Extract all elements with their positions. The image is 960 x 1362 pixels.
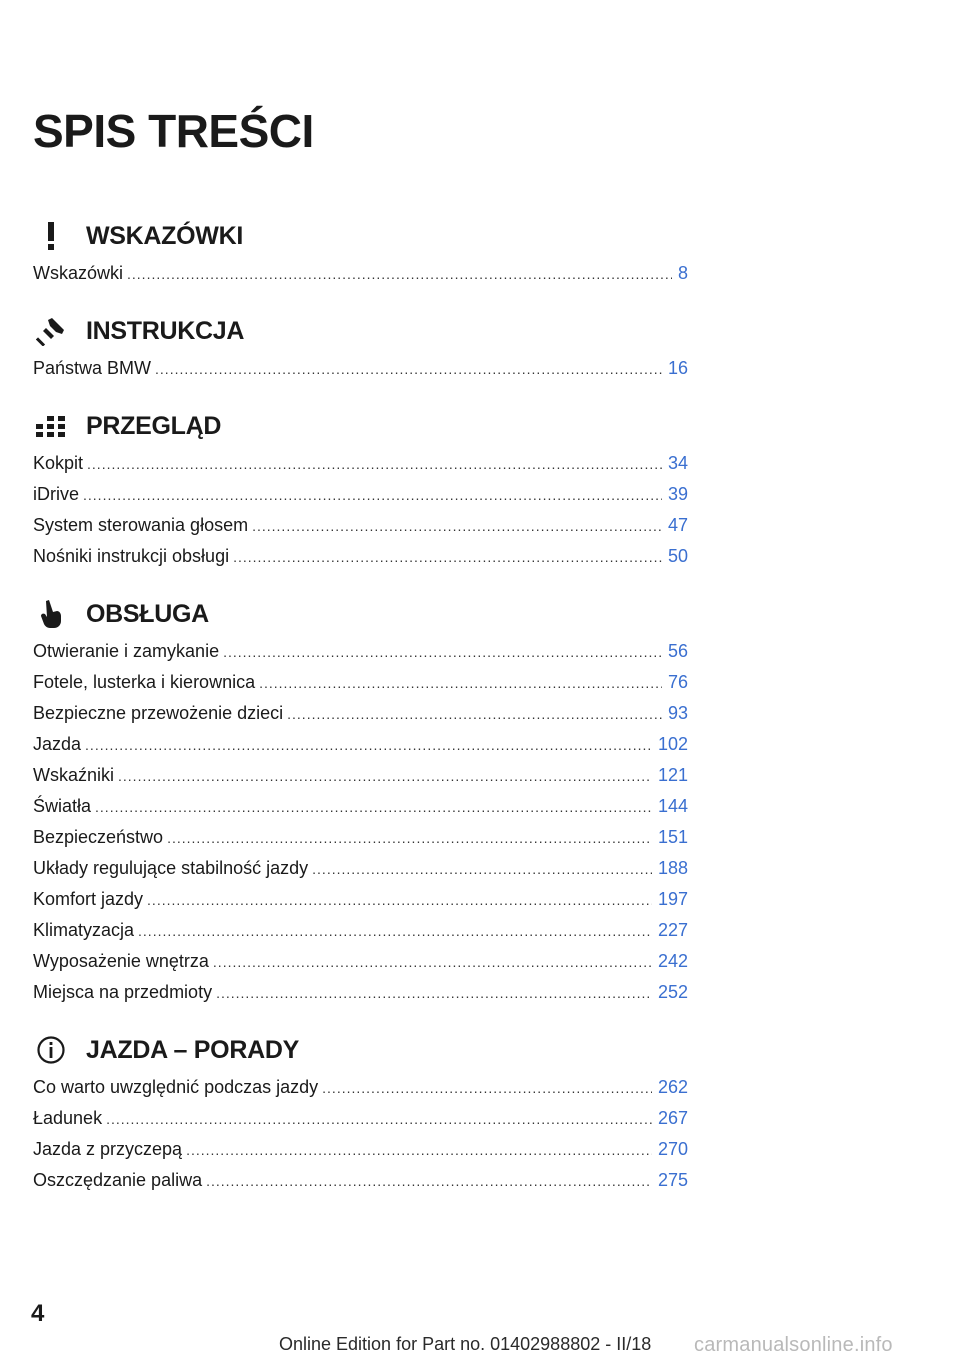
watermark: carmanualsonline.info — [694, 1334, 893, 1356]
table-of-contents — [33, 214, 688, 1216]
toc-page-link[interactable]: 47 — [667, 515, 688, 535]
toc-entry[interactable] — [33, 698, 688, 729]
dot-leader — [216, 978, 652, 1009]
toc-entry[interactable] — [33, 667, 688, 698]
toc-entry[interactable] — [33, 760, 688, 791]
toc-entry-title: Jazda — [33, 734, 82, 754]
toc-entry[interactable] — [33, 636, 688, 667]
toc-page-link[interactable]: 227 — [657, 920, 688, 940]
toc-entry-title: Otwieranie i zamykanie — [33, 641, 220, 661]
toc-entry[interactable] — [33, 915, 688, 946]
toc-entry-title: iDrive — [33, 484, 80, 504]
info-circle-icon — [33, 1035, 69, 1065]
dot-leader — [85, 730, 652, 761]
toc-page-link[interactable]: 76 — [667, 672, 688, 692]
toc-entry-title: Wskazówki — [33, 263, 124, 283]
toc-page-link[interactable]: 242 — [657, 951, 688, 971]
toc-entry-title: Państwa BMW — [33, 358, 152, 378]
toc-entry[interactable] — [33, 1072, 688, 1103]
section-heading-label: OBSŁUGA — [86, 599, 209, 628]
dot-leader — [87, 449, 662, 480]
dot-leader — [206, 1166, 652, 1197]
toc-entry-title: Bezpieczne przewożenie dzieci — [33, 703, 284, 723]
section-heading — [33, 592, 688, 636]
toc-entry-title: Nośniki instrukcji obsługi — [33, 546, 230, 566]
toc-page-link[interactable]: 262 — [657, 1077, 688, 1097]
dot-leader — [213, 947, 652, 978]
toc-entry-title: Co warto uwzględnić podczas jazdy — [33, 1077, 319, 1097]
toc-entry[interactable] — [33, 853, 688, 884]
toc-section — [33, 1028, 688, 1196]
section-heading — [33, 404, 688, 448]
toc-page-link[interactable]: 16 — [667, 358, 688, 378]
toc-page-link[interactable]: 93 — [667, 703, 688, 723]
toc-section — [33, 404, 688, 572]
toc-entry-title: System sterowania głosem — [33, 515, 249, 535]
toc-entry[interactable] — [33, 884, 688, 915]
page-title: SPIS TREŚCI — [33, 105, 314, 157]
toc-page-link[interactable]: 188 — [657, 858, 688, 878]
dot-leader — [138, 916, 652, 947]
section-heading-label: PRZEGLĄD — [86, 411, 222, 440]
toc-page-link[interactable]: 50 — [667, 546, 688, 566]
section-heading-label: INSTRUKCJA — [86, 316, 245, 345]
dot-leader — [127, 259, 672, 290]
dot-leader — [322, 1073, 652, 1104]
toc-entry[interactable] — [33, 258, 688, 289]
toc-page-link[interactable]: 270 — [657, 1139, 688, 1159]
toc-entry[interactable] — [33, 510, 688, 541]
hand-pointer-icon — [33, 599, 69, 629]
toc-entry[interactable] — [33, 729, 688, 760]
toc-entry-title: Fotele, lusterka i kierownica — [33, 672, 256, 692]
dot-leader — [223, 637, 662, 668]
toc-section — [33, 592, 688, 1008]
dot-leader — [233, 542, 662, 573]
exclamation-icon — [33, 221, 69, 251]
dot-leader — [259, 668, 662, 699]
toc-entry[interactable] — [33, 1134, 688, 1165]
dot-leader — [106, 1104, 652, 1135]
toc-entry-title: Wyposażenie wnętrza — [33, 951, 209, 971]
dot-leader — [312, 854, 652, 885]
toc-page-link[interactable]: 121 — [657, 765, 688, 785]
dot-leader — [83, 480, 662, 511]
toc-page-link[interactable]: 8 — [677, 263, 688, 283]
toc-page-link[interactable]: 56 — [667, 641, 688, 661]
toc-entry-title: Kokpit — [33, 453, 84, 473]
toc-page-link[interactable]: 151 — [657, 827, 688, 847]
toc-page-link[interactable]: 102 — [657, 734, 688, 754]
section-heading-label: WSKAZÓWKI — [86, 221, 243, 250]
toc-entry[interactable] — [33, 822, 688, 853]
toc-page-link[interactable]: 252 — [657, 982, 688, 1002]
toc-entry[interactable] — [33, 1103, 688, 1134]
toc-entry-title: Układy regulujące stabilność jazdy — [33, 858, 309, 878]
section-heading-label: JAZDA – PORADY — [86, 1035, 299, 1064]
toc-entry[interactable] — [33, 1165, 688, 1196]
pushpin-icon — [33, 316, 69, 346]
toc-page-link[interactable]: 34 — [667, 453, 688, 473]
toc-entry-title: Światła — [33, 796, 92, 816]
toc-page-link[interactable]: 197 — [657, 889, 688, 909]
grid-icon — [33, 411, 69, 441]
toc-entry[interactable] — [33, 541, 688, 572]
toc-entry-title: Ładunek — [33, 1108, 103, 1128]
dot-leader — [118, 761, 652, 792]
dot-leader — [287, 699, 662, 730]
toc-entry-title: Klimatyzacja — [33, 920, 135, 940]
toc-section — [33, 214, 688, 289]
page-number: 4 — [31, 1300, 45, 1327]
toc-entry[interactable] — [33, 977, 688, 1008]
dot-leader — [95, 792, 652, 823]
section-heading — [33, 1028, 688, 1072]
toc-entry-title: Jazda z przyczepą — [33, 1139, 183, 1159]
dot-leader — [147, 885, 652, 916]
toc-entry-title: Wskaźniki — [33, 765, 115, 785]
toc-entry[interactable] — [33, 479, 688, 510]
toc-entry-title: Bezpieczeństwo — [33, 827, 164, 847]
dot-leader — [155, 354, 662, 385]
section-heading — [33, 309, 688, 353]
toc-entry[interactable] — [33, 353, 688, 384]
section-heading — [33, 214, 688, 258]
toc-page-link[interactable]: 275 — [657, 1170, 688, 1190]
toc-section — [33, 309, 688, 384]
toc-entry[interactable] — [33, 946, 688, 977]
toc-page-link[interactable]: 39 — [667, 484, 688, 504]
toc-entry[interactable] — [33, 791, 688, 822]
dot-leader — [167, 823, 652, 854]
footer-edition-note: Online Edition for Part no. 01402988802 - II/18 — [279, 1334, 652, 1354]
toc-entry-title: Oszczędzanie paliwa — [33, 1170, 203, 1190]
toc-entry[interactable] — [33, 448, 688, 479]
toc-page-link[interactable]: 144 — [657, 796, 688, 816]
toc-page-link[interactable]: 267 — [657, 1108, 688, 1128]
toc-entry-title: Komfort jazdy — [33, 889, 144, 909]
toc-entry-title: Miejsca na przedmioty — [33, 982, 213, 1002]
dot-leader — [252, 511, 662, 542]
dot-leader — [186, 1135, 652, 1166]
